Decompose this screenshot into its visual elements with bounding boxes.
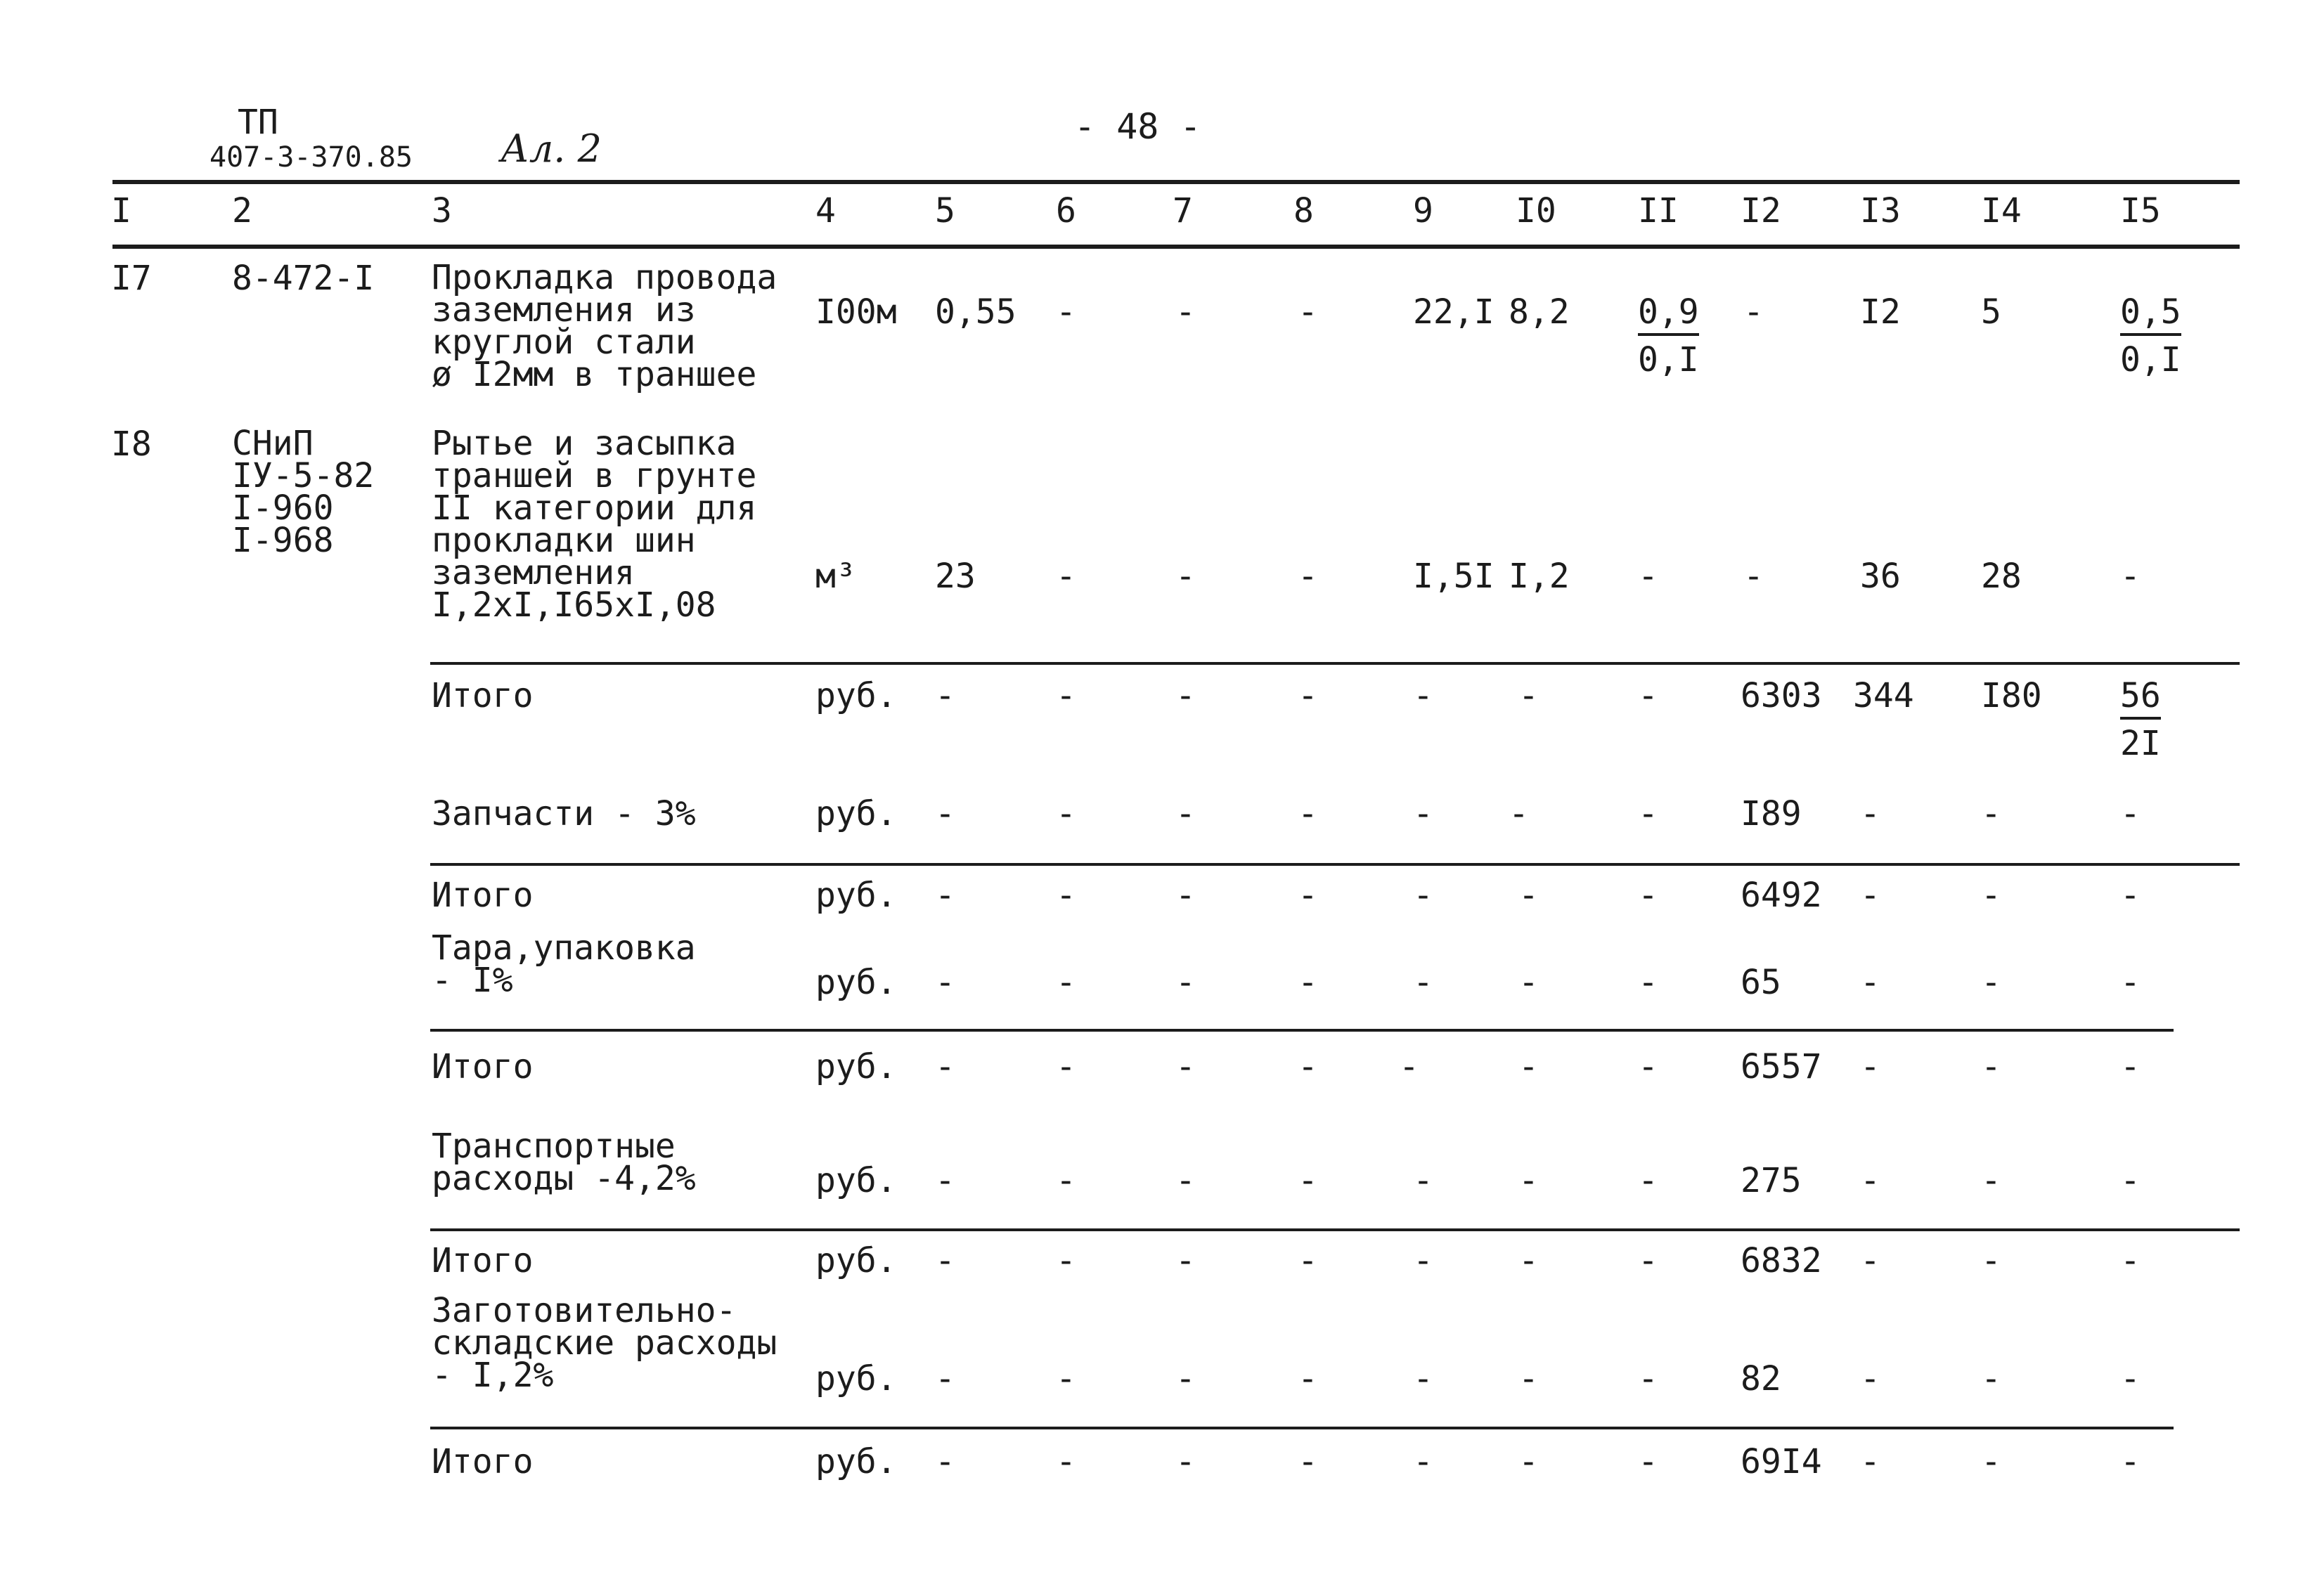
cell-5: 0,55 [935,292,1016,332]
cell-11: - [1638,1442,1658,1481]
cell-5: - [935,1047,955,1086]
cell-10: I,2 [1509,557,1570,596]
row-name: Рытье и засыпка траншей в грунте II категории для прокладки шин заземления I,2хI,I65хI,08 [432,424,757,625]
row-name: Прокладка провода заземления из круглой стали ø I2мм в траншее [432,258,777,394]
summary-label: Итого [432,1241,534,1280]
cell-14: - [1981,1161,2001,1200]
cell-12: 6492 [1741,876,1822,915]
summary-rule-4 [430,1228,2240,1231]
cell-11: - [1638,876,1658,915]
cell-5: - [935,794,955,833]
cell-8: - [1298,794,1318,833]
cell-8: - [1298,876,1318,915]
fraction-numerator: 0,5 [2120,295,2181,336]
summary-label: Тара,упаковка - I% [432,928,696,1000]
cell-14: - [1981,794,2001,833]
cell-12: 82 [1741,1359,1781,1398]
cell-7: - [1175,1359,1196,1398]
cell-9: - [1413,794,1433,833]
row-unit: I00м [815,292,897,332]
cell-10: - [1518,1161,1539,1200]
cell-11-fraction [1638,292,1699,379]
cell-8: - [1298,1047,1318,1086]
cell-12: - [1743,557,1764,596]
cell-13: - [1860,1161,1880,1200]
summary-label: Запчасти - 3% [432,794,696,833]
cell-5: - [935,1442,955,1481]
cell-13: - [1860,794,1880,833]
col-header-5: 5 [935,191,955,231]
doc-code-line1: ТП [238,103,278,142]
summary-unit: руб. [815,1359,897,1398]
cell-7: - [1175,676,1196,715]
cell-15: - [2120,557,2141,596]
col-header-12: I2 [1741,191,1781,231]
cell-8: - [1298,676,1318,715]
cell-12: 6303 [1741,676,1822,715]
cell-14: - [1981,1047,2001,1086]
cell-10: - [1518,876,1539,915]
cell-13: I2 [1860,292,1901,332]
cell-8: - [1298,963,1318,1002]
summary-unit: руб. [815,1161,897,1200]
cell-15-fraction [2120,676,2161,763]
cell-6: - [1056,1442,1076,1481]
table-top-rule [112,180,2240,184]
col-header-3: 3 [432,191,452,231]
summary-label: Итого [432,1442,534,1481]
col-header-7: 7 [1173,191,1193,231]
cell-13: - [1860,1047,1880,1086]
cell-12: 6557 [1741,1047,1822,1086]
fraction-numerator: 0,9 [1638,295,1699,336]
col-header-1: I [111,191,131,231]
cell-15: - [2120,1047,2141,1086]
summary-label: Итого [432,1047,534,1086]
cell-6: - [1056,876,1076,915]
fraction-denominator: 0,I [2120,340,2181,379]
cell-7: - [1175,876,1196,915]
cell-5: - [935,676,955,715]
cell-7: - [1175,1241,1196,1280]
col-header-6: 6 [1056,191,1076,231]
cell-14: - [1981,963,2001,1002]
cell-7: - [1175,1161,1196,1200]
summary-unit: руб. [815,963,897,1002]
cell-11: - [1638,557,1658,596]
cell-6: - [1056,1359,1076,1398]
cell-10: - [1518,676,1539,715]
cell-9: - [1413,1442,1433,1481]
cell-6: - [1056,1161,1076,1200]
col-header-14: I4 [1981,191,2022,231]
cell-13: - [1860,876,1880,915]
cell-8: - [1298,1161,1318,1200]
cell-12: - [1743,292,1764,332]
cell-14: - [1981,1241,2001,1280]
cell-15: - [2120,1161,2141,1200]
cell-8: - [1298,1359,1318,1398]
cell-12: 65 [1741,963,1781,1002]
col-header-11: II [1638,191,1679,231]
cell-5: 23 [935,557,976,596]
summary-label: Итого [432,676,534,715]
summary-unit: руб. [815,1442,897,1481]
cell-6: - [1056,1241,1076,1280]
cell-13: - [1860,963,1880,1002]
cell-9: - [1413,676,1433,715]
cell-15: - [2120,1442,2141,1481]
cell-6: - [1056,1047,1076,1086]
cell-13: - [1860,1241,1880,1280]
col-header-4: 4 [815,191,836,231]
cell-9: - [1413,1161,1433,1200]
cell-15: - [2120,794,2141,833]
cell-14: I80 [1981,676,2042,715]
summary-label: Итого [432,876,534,915]
col-header-13: I3 [1860,191,1901,231]
cell-12: 6832 [1741,1241,1822,1280]
cell-12: 275 [1741,1161,1802,1200]
cell-10: - [1518,963,1539,1002]
cell-15: - [2120,876,2141,915]
cell-9: 22,I [1413,292,1495,332]
cell-11: - [1638,1241,1658,1280]
summary-label: Заготовительно- складские расходы - I,2% [432,1291,777,1395]
summary-rule-5 [430,1427,2174,1429]
col-header-10: I0 [1516,191,1556,231]
summary-label: Транспортные расходы -4,2% [432,1127,696,1198]
cell-14: 28 [1981,557,2022,596]
summary-rule-3 [430,1029,2174,1032]
row-code: 8-472-I [232,259,375,298]
cell-9: - [1413,1359,1433,1398]
summary-unit: руб. [815,1047,897,1086]
summary-unit: руб. [815,876,897,915]
cell-6: - [1056,794,1076,833]
page-number: - 48 - [1074,106,1201,147]
col-header-9: 9 [1413,191,1433,231]
cell-14: - [1981,876,2001,915]
fraction-denominator: 2I [2120,724,2161,763]
cell-13: - [1860,1442,1880,1481]
cell-9: - [1413,1241,1433,1280]
cell-13: 36 [1860,557,1901,596]
cell-11: - [1638,1047,1658,1086]
cell-10: - [1518,1442,1539,1481]
cell-5: - [935,1359,955,1398]
cell-11: - [1638,1359,1658,1398]
cell-7: - [1175,1047,1196,1086]
cell-5: - [935,1241,955,1280]
cell-11: - [1638,676,1658,715]
row-number: I7 [111,259,152,298]
cell-15: - [2120,963,2141,1002]
cell-13: - [1860,1359,1880,1398]
cell-8: - [1298,1442,1318,1481]
cell-7: - [1175,292,1196,332]
cell-7: - [1175,1442,1196,1481]
cell-15: - [2120,1241,2141,1280]
row-code: СНиП IУ-5-82 I-960 I-968 [232,424,375,560]
header-bottom-rule [112,245,2240,249]
cell-9: I,5I [1413,557,1495,596]
col-header-2: 2 [232,191,252,231]
cell-12: I89 [1741,794,1802,833]
cell-10: - [1509,794,1529,833]
row-unit: м³ [815,557,856,596]
cell-14: 5 [1981,292,2001,332]
cell-11: - [1638,1161,1658,1200]
cell-10: - [1518,1359,1539,1398]
cell-12: 69I4 [1741,1442,1822,1481]
summary-unit: руб. [815,1241,897,1280]
doc-code-line2: 407-3-370.85 [209,141,413,174]
cell-6: - [1056,676,1076,715]
col-header-8: 8 [1293,191,1314,231]
cell-8: - [1298,1241,1318,1280]
cell-5: - [935,876,955,915]
summary-unit: руб. [815,794,897,833]
cell-7: - [1175,963,1196,1002]
cell-9: - [1413,876,1433,915]
cell-11: - [1638,794,1658,833]
summary-unit: руб. [815,676,897,715]
row-number: I8 [111,424,152,464]
cell-14: - [1981,1442,2001,1481]
fraction-denominator: 0,I [1638,340,1699,379]
cell-9: - [1413,963,1433,1002]
cell-9: - [1399,1047,1419,1086]
cell-15: - [2120,1359,2141,1398]
cell-5: - [935,1161,955,1200]
cell-6: - [1056,557,1076,596]
fraction-numerator: 56 [2120,679,2161,720]
cell-8: - [1298,557,1318,596]
col-header-15: I5 [2120,191,2161,231]
summary-rule-2 [430,863,2240,866]
cell-8: - [1298,292,1318,332]
cell-5: - [935,963,955,1002]
cell-10: - [1518,1047,1539,1086]
summary-rule-1 [430,662,2240,665]
cell-14: - [1981,1359,2001,1398]
cell-7: - [1175,557,1196,596]
cell-10: 8,2 [1509,292,1570,332]
album-label: Ал. 2 [501,126,602,171]
cell-15-fraction [2120,292,2181,379]
cell-11: - [1638,963,1658,1002]
cell-10: - [1518,1241,1539,1280]
cell-7: - [1175,794,1196,833]
cell-13: 344 [1853,676,1914,715]
cell-6: - [1056,963,1076,1002]
cell-6: - [1056,292,1076,332]
